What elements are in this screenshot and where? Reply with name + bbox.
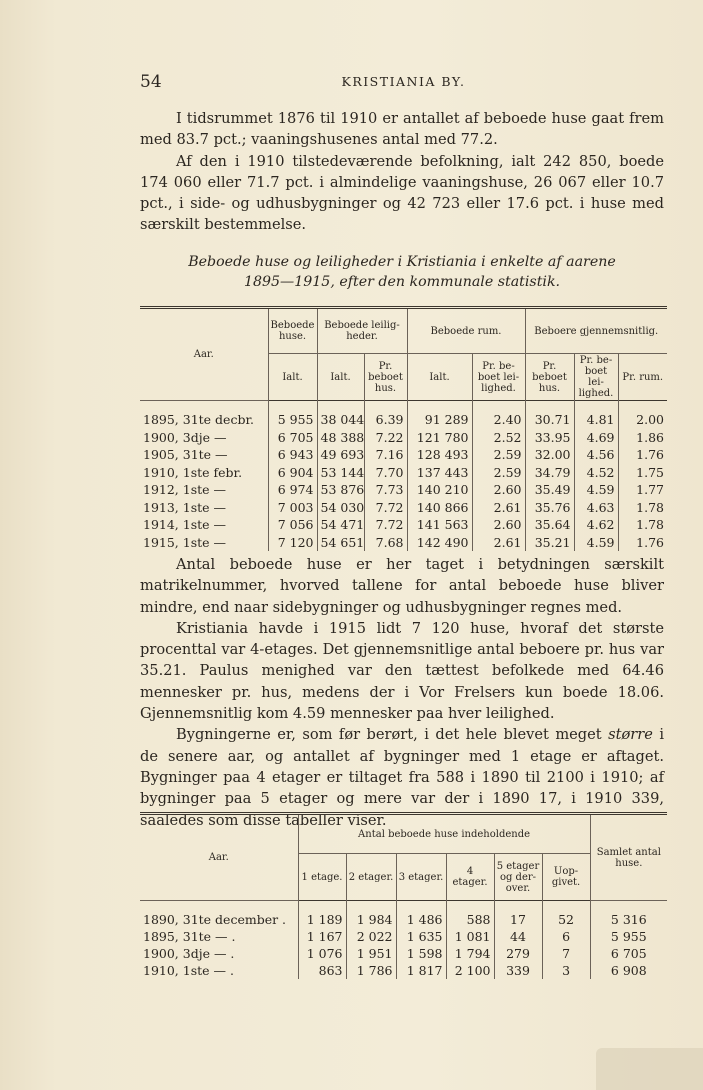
cell: 7 056 xyxy=(268,516,317,534)
cell: 2.59 xyxy=(472,464,525,482)
sub-pr-beboet-hus: Pr. beboet hus. xyxy=(364,354,407,401)
cell: 2.59 xyxy=(472,446,525,464)
cell: 1.78 xyxy=(618,516,667,534)
cell-aar: 1915, 1ste — xyxy=(143,534,227,550)
cell: 6 xyxy=(542,928,590,945)
cell: 5 955 xyxy=(590,928,667,945)
body-paragraph-2: Kristiania havde i 1915 lidt 7 120 huse, hvoraf det største procenttal var 4-etages. Det gjennemsnitlige antal beboere pr. hus var 35.21. Paulus menighed var den tættest befolkede med 64.46 mennesker pr. hus, medens der i Vor Frelsers kun boede 18.06. Gjennemsnitlig kom 4.59 mennesker paa hver leilighed. xyxy=(140,619,664,723)
sub-pr-beboet-leilighed: Pr. be- boet lei- lighed. xyxy=(574,354,618,401)
paper-stain xyxy=(596,1048,703,1090)
cell: 53 876 xyxy=(317,481,364,499)
table-row xyxy=(140,481,667,499)
sub-ialt: Ialt. xyxy=(407,354,472,401)
table-row xyxy=(140,464,667,482)
cell: 1.78 xyxy=(618,499,667,517)
cell: 4.62 xyxy=(574,516,618,534)
cell: 7 003 xyxy=(268,499,317,517)
cell: 128 493 xyxy=(407,446,472,464)
cell: 2.52 xyxy=(472,429,525,447)
body-paragraph-3-part-a: Bygningerne er, som før berørt, i det hele blevet meget xyxy=(176,726,609,744)
cell: 4.56 xyxy=(574,446,618,464)
cell: 1.86 xyxy=(618,429,667,447)
sub-2-etager: 2 etager. xyxy=(346,854,396,901)
cell: 2 022 xyxy=(346,928,396,945)
table-row xyxy=(140,499,667,517)
cell: 7.68 xyxy=(364,534,407,552)
cell: 7.22 xyxy=(364,429,407,447)
cell: 2.40 xyxy=(472,401,525,429)
cell-aar: 1913, 1ste — xyxy=(143,499,227,515)
col-samlet-antal-huse: Samlet antal huse. xyxy=(590,814,667,901)
intro-paragraph-2: Af den i 1910 tilstedeværende befolkning, ialt 242 850, boede 174 060 eller 71.7 pct. i almindelige vaaningshuse, 26 067 eller 10.7 pct., i side- og udhusbygninger og 42 723 eller 17.6 pct. i huse med særskilt bestemmelse. xyxy=(140,152,664,234)
cell: 7 120 xyxy=(268,534,317,552)
cell: 1.77 xyxy=(618,481,667,499)
cell-aar: 1910, 1ste febr. xyxy=(143,464,243,480)
cell: 588 xyxy=(446,901,494,929)
table-row xyxy=(140,901,667,929)
cell: 7.70 xyxy=(364,464,407,482)
cell-aar: 1895, 31te decbr. xyxy=(143,412,255,427)
cell: 1 081 xyxy=(446,928,494,945)
cell: 2.60 xyxy=(472,481,525,499)
cell: 53 144 xyxy=(317,464,364,482)
sub-ialt: Ialt. xyxy=(268,354,317,401)
body-paragraph-1: Antal beboede huse er her taget i betydningen særskilt matrikelnummer, hvorved tallene for antal beboede huse bliver mindre, end naar sidebygninger og udhusbygninger regnes med. xyxy=(140,556,664,616)
cell: 44 xyxy=(494,928,542,945)
cell: 2.60 xyxy=(472,516,525,534)
cell: 7.16 xyxy=(364,446,407,464)
cell: 30.71 xyxy=(525,401,574,429)
cell-aar: 1910, 1ste — . xyxy=(143,963,234,978)
cell: 32.00 xyxy=(525,446,574,464)
sub-pr-rum: Pr. rum. xyxy=(618,354,667,401)
cell: 1.76 xyxy=(618,534,667,552)
cell: 6 904 xyxy=(268,464,317,482)
cell: 35.64 xyxy=(525,516,574,534)
cell: 6 908 xyxy=(590,962,667,979)
table-row xyxy=(140,516,667,534)
cell: 1 598 xyxy=(396,945,446,962)
cell: 54 030 xyxy=(317,499,364,517)
cell: 2 100 xyxy=(446,962,494,979)
col-antal-beboede-huse: Antal beboede huse indeholdende xyxy=(298,814,590,854)
cell: 2.61 xyxy=(472,534,525,552)
cell: 6 705 xyxy=(590,945,667,962)
cell: 339 xyxy=(494,962,542,979)
cell: 3 xyxy=(542,962,590,979)
cell: 4.69 xyxy=(574,429,618,447)
table-row xyxy=(140,401,667,429)
cell: 1 951 xyxy=(346,945,396,962)
cell: 54 651 xyxy=(317,534,364,552)
col-beboede-rum: Beboede rum. xyxy=(407,308,525,354)
cell: 1 635 xyxy=(396,928,446,945)
sub-uopgivet: Uop- givet. xyxy=(542,854,590,901)
cell-aar: 1895, 31te — . xyxy=(143,929,236,944)
cell: 5 955 xyxy=(268,401,317,429)
table-row xyxy=(140,945,667,962)
cell: 6 705 xyxy=(268,429,317,447)
cell: 140 210 xyxy=(407,481,472,499)
cell: 7.72 xyxy=(364,516,407,534)
cell: 91 289 xyxy=(407,401,472,429)
cell: 140 866 xyxy=(407,499,472,517)
col-beboede-leiligheder: Beboede leilig- heder. xyxy=(317,308,407,354)
page-header xyxy=(140,72,667,94)
table-row xyxy=(140,962,667,979)
cell: 6.39 xyxy=(364,401,407,429)
col-beboere-gjennemsnitlig: Beboere gjennemsnitlig. xyxy=(525,308,667,354)
cell-aar: 1914, 1ste — xyxy=(143,517,227,532)
page-number: 54 xyxy=(140,72,162,92)
cell: 2.00 xyxy=(618,401,667,429)
col-beboede-huse: Beboede huse. xyxy=(268,308,317,354)
cell-aar: 1905, 31te — xyxy=(143,447,228,462)
sub-5-etager: 5 etager og der- over. xyxy=(494,854,542,901)
sub-pr-beboet-hus: Pr. beboet hus. xyxy=(525,354,574,401)
cell: 49 693 xyxy=(317,446,364,464)
table-row xyxy=(140,429,667,447)
cell: 137 443 xyxy=(407,464,472,482)
cell: 4.59 xyxy=(574,534,618,552)
cell: 7.72 xyxy=(364,499,407,517)
housing-table xyxy=(140,306,667,551)
cell: 4.59 xyxy=(574,481,618,499)
cell: 38 044 xyxy=(317,401,364,429)
sub-ialt: Ialt. xyxy=(317,354,364,401)
body-paragraph-3-emphasis: større xyxy=(608,726,653,744)
cell: 35.21 xyxy=(525,534,574,552)
cell: 5 316 xyxy=(590,901,667,929)
cell: 141 563 xyxy=(407,516,472,534)
cell: 1 486 xyxy=(396,901,446,929)
sub-3-etager: 3 etager. xyxy=(396,854,446,901)
sub-pr-beboet-leilighed: Pr. be- boet lei- lighed. xyxy=(472,354,525,401)
cell-aar: 1900, 3dje — xyxy=(143,429,227,445)
intro-paragraph-1: I tidsrummet 1876 til 1910 er antallet af beboede huse gaat frem med 83.7 pct.; vaaningshusenes antal med 77.2. xyxy=(140,110,664,149)
cell: 33.95 xyxy=(525,429,574,447)
cell: 6 974 xyxy=(268,481,317,499)
cell: 4.63 xyxy=(574,499,618,517)
cell: 4.81 xyxy=(574,401,618,429)
cell: 1 794 xyxy=(446,945,494,962)
cell: 35.76 xyxy=(525,499,574,517)
cell: 52 xyxy=(542,901,590,929)
cell: 1.76 xyxy=(618,446,667,464)
table-row xyxy=(140,928,667,945)
cell: 1 817 xyxy=(396,962,446,979)
body-text xyxy=(140,554,664,831)
cell: 142 490 xyxy=(407,534,472,552)
table1-caption-line2: 1895—1915, efter den kommunale statistik. xyxy=(243,274,561,290)
running-title: KRISTIANIA BY. xyxy=(341,74,466,89)
cell: 1 167 xyxy=(298,928,346,945)
intro-text xyxy=(140,108,664,236)
cell-aar: 1900, 3dje — . xyxy=(143,946,235,961)
col-aar: Aar. xyxy=(140,308,268,401)
col-aar: Aar. xyxy=(140,814,298,901)
cell: 17 xyxy=(494,901,542,929)
table1-caption-line1: Beboede huse og leiligheder i Kristiania i enkelte af aarene xyxy=(188,254,616,270)
cell: 35.49 xyxy=(525,481,574,499)
cell: 48 388 xyxy=(317,429,364,447)
sub-4-etager: 4 etager. xyxy=(446,854,494,901)
cell: 121 780 xyxy=(407,429,472,447)
cell: 6 943 xyxy=(268,446,317,464)
body-paragraph-3-part-b: i de senere aar, og antallet af bygninger med 1 etage er aftaget. Bygninger paa 4 etager er tiltaget fra 588 i 1890 til 2100 i 1910; af bygninger paa 5 etager og mere var der i 1890 17, i 1910 339, saaledes som disse tabeller viser. xyxy=(140,726,664,829)
cell: 1.75 xyxy=(618,464,667,482)
cell: 279 xyxy=(494,945,542,962)
table1-caption xyxy=(140,252,664,292)
cell: 1 076 xyxy=(298,945,346,962)
cell: 54 471 xyxy=(317,516,364,534)
cell-aar: 1912, 1ste — xyxy=(143,482,227,497)
cell: 2.61 xyxy=(472,499,525,517)
cell: 4.52 xyxy=(574,464,618,482)
table-row xyxy=(140,534,667,552)
cell: 863 xyxy=(298,962,346,979)
cell: 1 189 xyxy=(298,901,346,929)
cell: 7 xyxy=(542,945,590,962)
sub-1-etage: 1 etage. xyxy=(298,854,346,901)
cell: 7.73 xyxy=(364,481,407,499)
cell: 34.79 xyxy=(525,464,574,482)
cell-aar: 1890, 31te december . xyxy=(143,912,287,927)
cell: 1 984 xyxy=(346,901,396,929)
cell: 1 786 xyxy=(346,962,396,979)
table-row xyxy=(140,446,667,464)
storeys-table xyxy=(140,812,667,979)
